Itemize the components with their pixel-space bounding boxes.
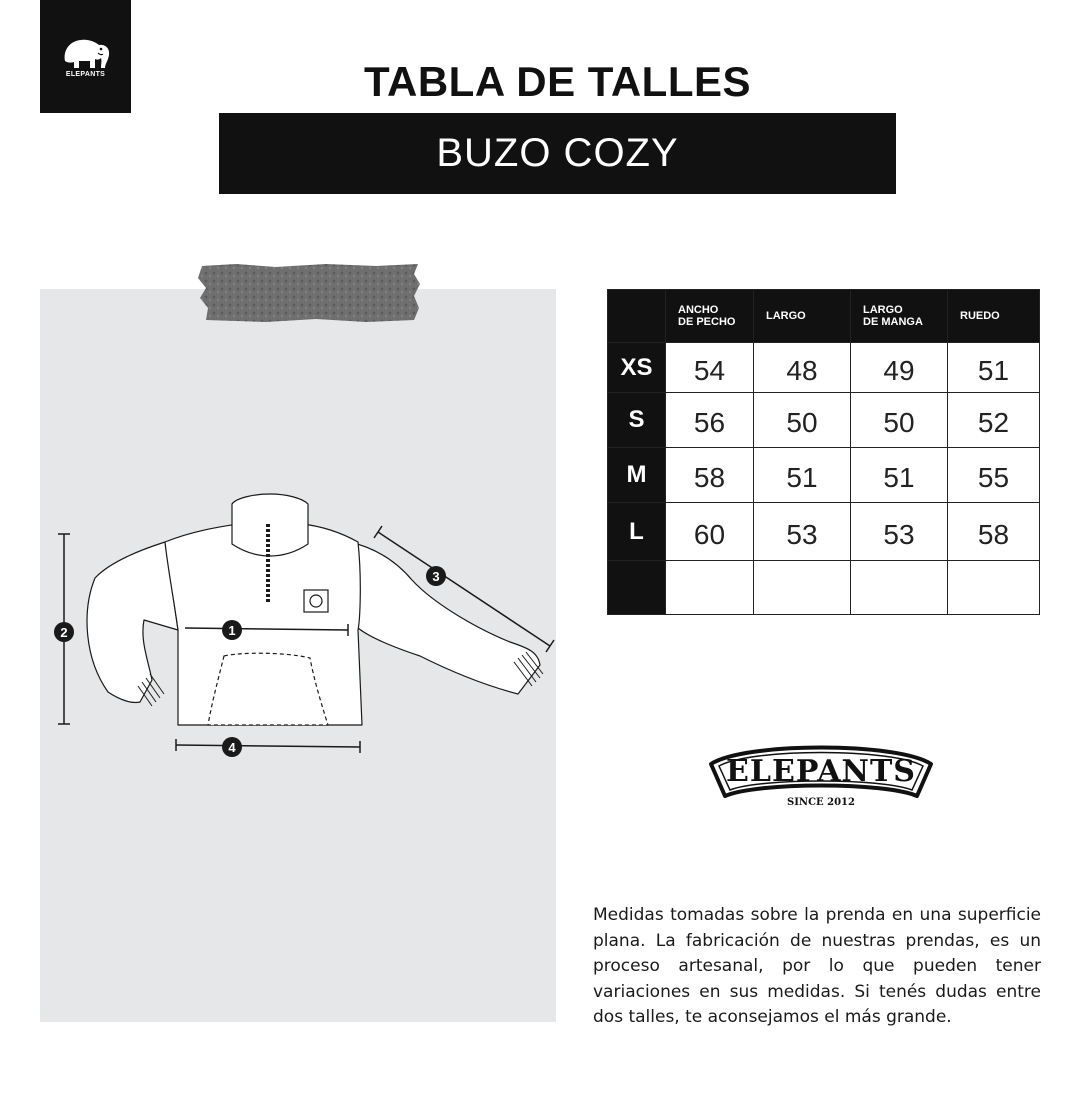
page-title: TABLA DE TALLES — [363, 58, 752, 105]
table-cell — [851, 561, 948, 615]
header-length: LARGO — [754, 290, 851, 343]
left-sleeve — [87, 542, 178, 703]
product-name: BUZO COZY — [436, 131, 679, 175]
table-row-empty — [608, 561, 1040, 615]
brand-name: ELEPANTS — [65, 71, 106, 78]
garment-diagram — [40, 480, 560, 780]
chest-patch — [304, 590, 328, 612]
brand-badge — [705, 738, 937, 810]
marker-1-label: 1 — [228, 623, 236, 638]
table-cell: 50 — [754, 393, 851, 448]
table-cell: 60 — [666, 503, 754, 561]
marker-2-label: 2 — [60, 625, 68, 640]
table-cell: 55 — [948, 448, 1040, 503]
table-row — [608, 343, 1040, 393]
table-cell: 48 — [754, 343, 851, 393]
table-cell: 58 — [666, 448, 754, 503]
badge-since: SINCE 2012 — [787, 797, 855, 808]
table-cell: 53 — [851, 503, 948, 561]
table-cell — [948, 561, 1040, 615]
table-corner — [608, 290, 666, 343]
badge-title: ELEPANTS — [726, 754, 916, 789]
measurement-note: Medidas tomadas sobre la prenda en una superficie plana. La fabricación de nuestras prendas, es un proceso artesanal, por lo que pueden tener variaciones en sus medidas. Si tenés dudas entre dos talles, te aconsejamos el más grande. — [593, 905, 1041, 1027]
elephant-icon — [59, 35, 113, 69]
marker-4-label: 4 — [228, 740, 236, 755]
table-row — [608, 448, 1040, 503]
table-cell: 51 — [754, 448, 851, 503]
header-chest-width: ANCHO DE PECHO — [666, 290, 754, 343]
table-header-row — [608, 290, 1040, 343]
brand-logo — [40, 0, 131, 113]
subtitle-bar — [219, 113, 896, 194]
table-cell: 53 — [754, 503, 851, 561]
size-label: XS — [608, 343, 666, 393]
kangaroo-pocket — [208, 653, 328, 725]
table-row — [608, 503, 1040, 561]
table-cell — [666, 561, 754, 615]
table-cell: 56 — [666, 393, 754, 448]
marker-3-label: 3 — [432, 569, 440, 584]
header-hem: RUEDO — [948, 290, 1040, 343]
tape-strip — [196, 262, 422, 324]
size-table — [607, 289, 1040, 615]
table-cell: 51 — [851, 448, 948, 503]
table-cell: 54 — [666, 343, 754, 393]
right-sleeve — [350, 542, 540, 694]
table-cell: 50 — [851, 393, 948, 448]
table-cell: 51 — [948, 343, 1040, 393]
size-label: S — [608, 393, 666, 448]
table-cell: 52 — [948, 393, 1040, 448]
table-cell: 49 — [851, 343, 948, 393]
table-cell — [754, 561, 851, 615]
size-label: L — [608, 503, 666, 561]
header-sleeve-length: LARGO DE MANGA — [851, 290, 948, 343]
size-label — [608, 561, 666, 615]
table-cell: 58 — [948, 503, 1040, 561]
size-label: M — [608, 448, 666, 503]
table-row — [608, 393, 1040, 448]
